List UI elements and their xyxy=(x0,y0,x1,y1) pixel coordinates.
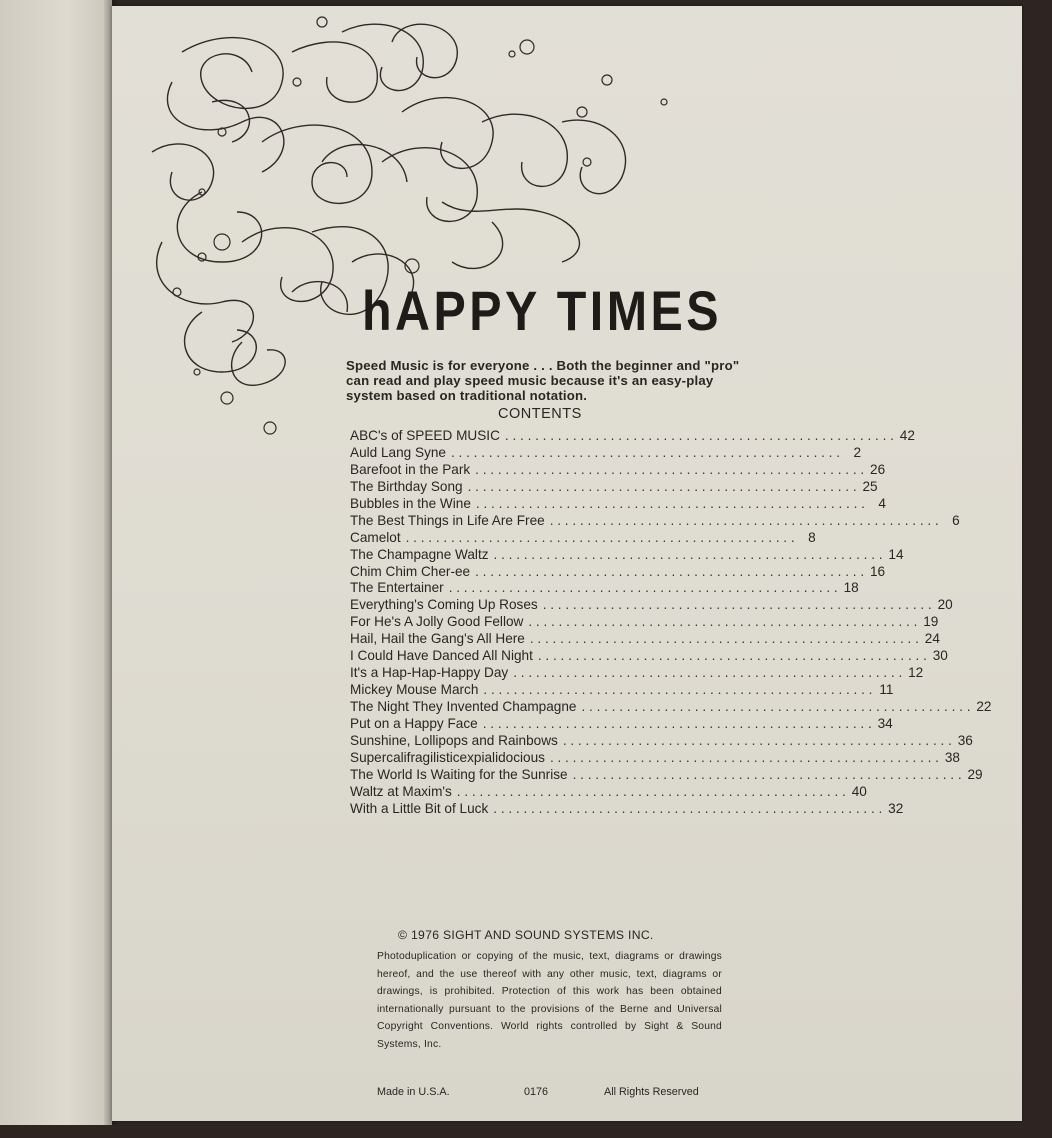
toc-entry xyxy=(350,428,915,445)
toc-entry xyxy=(350,699,992,716)
toc-entry-page: 40 xyxy=(851,783,867,799)
toc-entry xyxy=(350,461,886,479)
legal-notice: Photoduplication or copying of the music, text, diagrams or drawings hereof, and the use thereof with any other music, text, diagrams or drawings, is prohibited. Protection of this work has been obtained internationally pursuant to the provisions of the Berne and Universal Copyright Conventions. World rights controlled by Sight & Sound Systems, Inc. xyxy=(377,951,722,1050)
toc-entry-title: Everything's Coming Up Roses xyxy=(350,597,538,613)
toc-entry-title: The Champagne Waltz xyxy=(350,546,489,562)
table-of-contents xyxy=(350,428,992,818)
copyright-notice: © 1976 SIGHT AND SOUND SYSTEMS INC. xyxy=(398,928,654,942)
toc-entry xyxy=(350,546,904,564)
toc-entry-title: Waltz at Maxim's xyxy=(350,783,452,799)
toc-entry-page: 32 xyxy=(888,800,904,816)
toc-leader-dots xyxy=(468,479,857,494)
toc-leader-dots xyxy=(550,513,939,528)
toc-leader-dots xyxy=(483,716,872,731)
svg-text:hAPPY TIMES: hAPPY TIMES xyxy=(362,279,722,342)
toc-entry-page: 42 xyxy=(899,428,915,443)
toc-entry-title: Barefoot in the Park xyxy=(350,461,471,477)
toc-entry xyxy=(350,444,862,462)
toc-entry-page: 29 xyxy=(967,766,983,782)
toc-entry-page: 26 xyxy=(870,461,886,477)
left-page xyxy=(0,0,112,1125)
toc-entry-title: Auld Lang Syne xyxy=(350,444,446,460)
toc-entry xyxy=(350,512,960,530)
toc-entry xyxy=(350,800,904,818)
toc-entry xyxy=(350,732,973,750)
toc-entry-title: Bubbles in the Wine xyxy=(350,495,471,511)
toc-entry xyxy=(350,749,960,767)
toc-leader-dots xyxy=(550,750,939,765)
toc-entry-page: 11 xyxy=(879,682,894,698)
toc-entry-title: The Entertainer xyxy=(350,580,444,596)
toc-entry xyxy=(350,783,867,801)
toc-leader-dots xyxy=(451,445,840,460)
toc-entry-page: 36 xyxy=(957,732,973,748)
toc-entry-page: 22 xyxy=(976,699,992,714)
toc-entry xyxy=(350,563,886,581)
toc-leader-dots xyxy=(494,547,883,562)
toc-entry-title: The World Is Waiting for the Sunrise xyxy=(350,766,568,782)
toc-leader-dots xyxy=(573,767,962,782)
toc-leader-dots xyxy=(563,733,952,748)
toc-leader-dots xyxy=(493,801,882,816)
book-title xyxy=(362,274,732,344)
toc-entry xyxy=(350,682,894,699)
toc-entry-title: Sunshine, Lollipops and Rainbows xyxy=(350,732,558,748)
toc-entry-page: 12 xyxy=(908,665,924,681)
toc-entry-title: The Birthday Song xyxy=(350,478,463,494)
rights-label: All Rights Reserved xyxy=(604,1086,699,1098)
toc-entry-title: It's a Hap-Hap-Happy Day xyxy=(350,665,509,681)
toc-entry xyxy=(350,631,940,648)
toc-entry-title: Mickey Mouse March xyxy=(350,682,479,698)
toc-entry xyxy=(350,478,878,496)
toc-entry xyxy=(350,580,859,597)
toc-leader-dots xyxy=(475,462,864,477)
toc-entry-title: ABC's of SPEED MUSIC xyxy=(350,428,500,443)
toc-entry-title: The Best Things in Life Are Free xyxy=(350,512,545,528)
toc-entry-title: Supercalifragilisticexpialidocious xyxy=(350,749,545,765)
toc-entry-page: 14 xyxy=(888,546,904,562)
toc-entry-title: Hail, Hail the Gang's All Here xyxy=(350,631,525,647)
toc-entry xyxy=(350,529,816,547)
toc-entry-page: 25 xyxy=(862,478,878,494)
toc-entry-page: 30 xyxy=(932,648,948,664)
toc-entry xyxy=(350,614,939,631)
toc-entry xyxy=(350,495,886,513)
intro-text: Speed Music is for everyone . . . Both the beginner and "pro" can read and play speed music because it's an easy-play system based on traditional notation. xyxy=(346,358,740,403)
toc-entry-page: 20 xyxy=(937,597,953,613)
toc-entry-page: 6 xyxy=(952,512,960,528)
toc-entry-title: With a Little Bit of Luck xyxy=(350,800,489,816)
toc-leader-dots xyxy=(513,665,902,680)
toc-leader-dots xyxy=(483,682,872,697)
toc-entry-title: Chim Chim Cher-ee xyxy=(350,563,471,579)
toc-leader-dots xyxy=(505,428,894,443)
toc-entry-page: 38 xyxy=(944,749,960,765)
catalog-code: 0176 xyxy=(524,1086,549,1098)
book-page xyxy=(112,6,1022,1121)
toc-entry-title: I Could Have Danced All Night xyxy=(350,648,533,664)
toc-entry-page: 4 xyxy=(878,495,886,511)
contents-heading: CONTENTS xyxy=(498,406,582,422)
toc-entry-page: 16 xyxy=(870,563,886,579)
toc-entry-title: Camelot xyxy=(350,529,401,545)
toc-leader-dots xyxy=(538,648,927,663)
toc-entry-title: The Night They Invented Champagne xyxy=(350,699,577,714)
toc-entry xyxy=(350,665,924,682)
toc-leader-dots xyxy=(406,530,795,545)
toc-leader-dots xyxy=(449,580,838,595)
toc-entry-title: For He's A Jolly Good Fellow xyxy=(350,614,524,630)
toc-leader-dots xyxy=(528,614,917,629)
toc-entry xyxy=(350,648,948,665)
toc-entry-page: 8 xyxy=(808,529,816,545)
toc-leader-dots xyxy=(457,784,846,799)
toc-entry-page: 34 xyxy=(877,715,893,731)
toc-entry-page: 18 xyxy=(843,580,859,596)
toc-leader-dots xyxy=(581,699,970,714)
toc-entry-title: Put on a Happy Face xyxy=(350,715,478,731)
toc-entry xyxy=(350,715,893,733)
toc-entry xyxy=(350,597,953,614)
toc-entry-page: 24 xyxy=(924,631,940,647)
toc-entry-page: 19 xyxy=(923,614,939,630)
made-in-label: Made in U.S.A. xyxy=(377,1086,450,1098)
toc-entry-page: 2 xyxy=(853,444,862,460)
toc-leader-dots xyxy=(475,564,864,579)
toc-leader-dots xyxy=(543,597,932,612)
toc-leader-dots xyxy=(476,496,865,511)
toc-entry xyxy=(350,766,983,784)
toc-leader-dots xyxy=(530,631,919,646)
